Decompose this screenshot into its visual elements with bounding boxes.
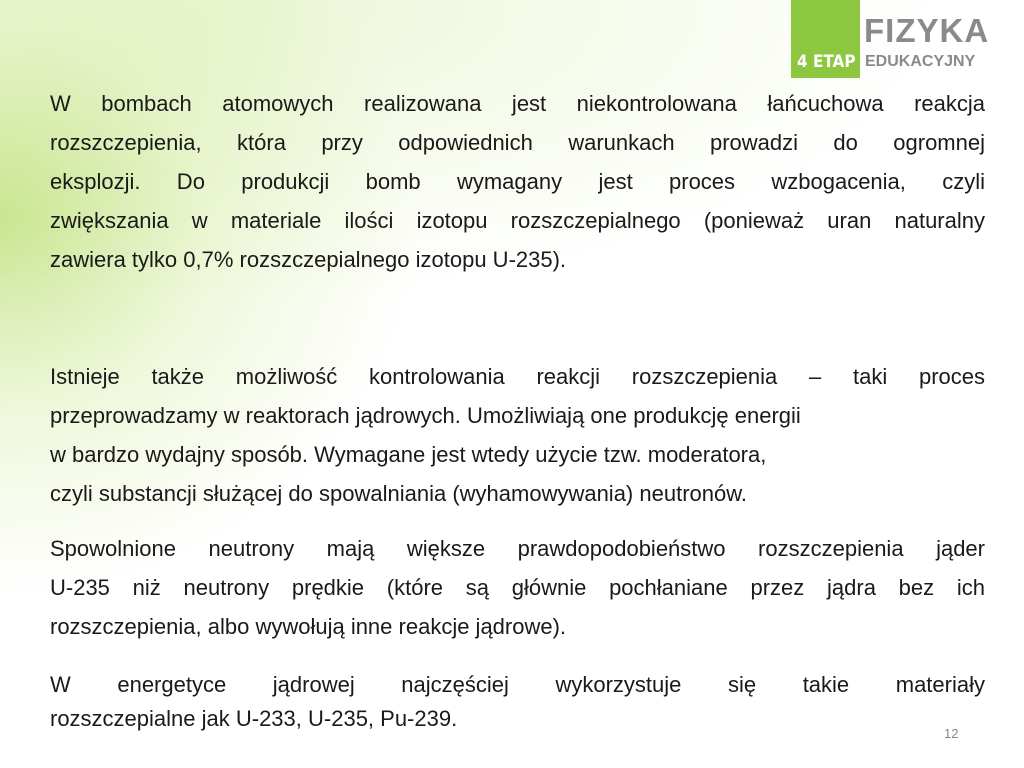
text-line: zawiera tylko 0,7% rozszczepialnego izotopu U-235).	[50, 247, 567, 272]
text-line: rozszczepialne jak U-233, U-235, Pu-239.	[50, 706, 458, 731]
text-line: przeprowadzamy w reaktorach jądrowych. Umożliwiają one produkcję energii	[50, 403, 801, 428]
text-line: eksplozji. Do produkcji bomb wymagany jest proces wzbogacenia, czyli	[50, 169, 985, 194]
text-line: U-235 niż neutrony prędkie (które są głównie pochłaniane przez jądra bez ich	[50, 575, 985, 600]
text-line: W energetyce jądrowej najczęściej wykorzystuje się takie materiały	[50, 672, 985, 697]
text-line: zwiększania w materiale ilości izotopu rozszczepialnego (ponieważ uran naturalny	[50, 208, 985, 233]
text-line: Istnieje także możliwość kontrolowania reakcji rozszczepienia – taki proces	[50, 364, 985, 389]
logo-etap: 4 ETAP	[797, 52, 856, 72]
page-number: 12	[944, 726, 959, 741]
text-line: W bombach atomowych realizowana jest niekontrolowana łańcuchowa reakcja	[50, 91, 985, 116]
paragraph-fissile-materials	[50, 668, 985, 736]
paragraph-reactors	[50, 357, 985, 513]
paragraph-slow-neutrons	[50, 529, 985, 646]
paragraph-atomic-bombs	[50, 84, 985, 279]
text-line: w bardzo wydajny sposób. Wymagane jest wtedy użycie tzw. moderatora,	[50, 442, 767, 467]
text-line: rozszczepienia, która przy odpowiednich warunkach prowadzi do ogromnej	[50, 130, 985, 155]
text-line: rozszczepienia, albo wywołują inne reakcje jądrowe).	[50, 614, 567, 639]
logo-subtitle: EDUKACYJNY	[865, 53, 976, 70]
text-line: czyli substancji służącej do spowalniania (wyhamowywania) neutronów.	[50, 481, 748, 506]
logo-title: FIZYKA	[864, 12, 990, 49]
text-line: Spowolnione neutrony mają większe prawdopodobieństwo rozszczepienia jąder	[50, 536, 985, 561]
